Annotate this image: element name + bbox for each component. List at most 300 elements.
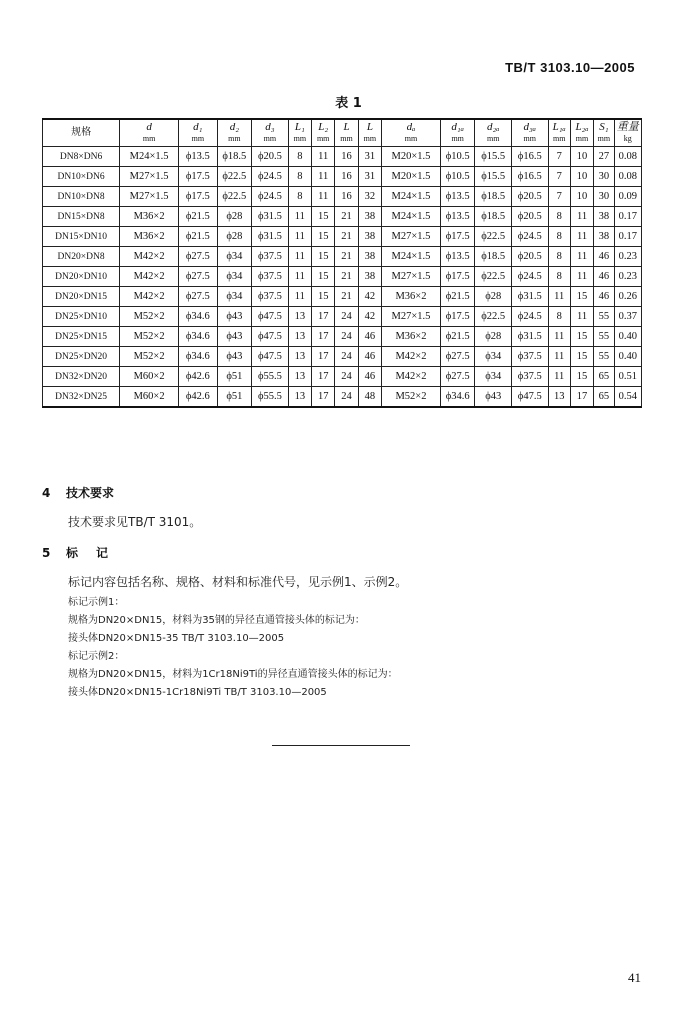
table-row [43, 367, 642, 387]
table-cell: ϕ20.5 [511, 207, 548, 227]
table-cell: 17 [312, 327, 335, 347]
table-cell: ϕ18.5 [475, 207, 512, 227]
table-cell: ϕ55.5 [252, 367, 289, 387]
table-cell: ϕ22.5 [475, 267, 512, 287]
table-cell: 11 [570, 227, 593, 247]
table-cell: 8 [548, 207, 570, 227]
column-unit: mm [363, 134, 377, 143]
table-cell: ϕ13.5 [179, 147, 218, 167]
table-cell: ϕ13.5 [440, 247, 475, 267]
table-cell: 24 [335, 307, 358, 327]
column-unit: mm [552, 134, 566, 143]
table-cell: 8 [548, 307, 570, 327]
table-row [43, 387, 642, 408]
table-cell: ϕ17.5 [440, 267, 475, 287]
column-unit: mm [316, 134, 330, 143]
table-cell: 11 [312, 187, 335, 207]
column-unit: mm [340, 134, 353, 143]
column-unit: mm [293, 134, 307, 143]
table-cell: ϕ17.5 [440, 227, 475, 247]
table-cell: 0.23 [614, 267, 642, 287]
table-cell: ϕ47.5 [511, 387, 548, 408]
table-cell: ϕ22.5 [475, 227, 512, 247]
table-cell: 0.51 [614, 367, 642, 387]
table-cell: ϕ27.5 [440, 367, 475, 387]
section-4-heading [42, 484, 114, 501]
table-row [43, 267, 642, 287]
table-cell: M24×1.5 [382, 207, 441, 227]
table-cell: M24×1.5 [382, 187, 441, 207]
column-symbol: d₁ₐ [451, 121, 464, 133]
column-symbol: d₃ₐ [523, 121, 537, 133]
column-symbol: dₐ [406, 121, 416, 133]
table-cell: 17 [570, 387, 593, 408]
table-cell: 15 [570, 327, 593, 347]
table-cell: 10 [570, 167, 593, 187]
table-cell: M60×2 [120, 387, 179, 408]
column-unit: mm [404, 134, 418, 143]
table-cell: 11 [288, 227, 311, 247]
example-1-label: 标记示例1： [68, 597, 125, 608]
table-cell: ϕ21.5 [440, 287, 475, 307]
column-header [179, 119, 218, 147]
table-cell: 7 [548, 147, 570, 167]
table-cell: 38 [594, 207, 614, 227]
table-cell: ϕ37.5 [252, 287, 289, 307]
table-cell: 13 [548, 387, 570, 408]
table-cell: ϕ27.5 [179, 247, 218, 267]
column-symbol: L [366, 121, 373, 133]
table-cell: 24 [335, 347, 358, 367]
spec-cell: DN25×DN20 [43, 347, 120, 367]
spec-cell: DN20×DN8 [43, 247, 120, 267]
table-cell: 0.08 [614, 147, 642, 167]
spec-cell: DN10×DN6 [43, 167, 120, 187]
table-cell: 21 [335, 247, 358, 267]
spec-cell: DN20×DN15 [43, 287, 120, 307]
spec-table [42, 118, 642, 408]
column-unit: mm [263, 134, 277, 143]
table-cell: 46 [594, 287, 614, 307]
table-cell: 46 [594, 267, 614, 287]
page-number: 41 [628, 970, 641, 985]
column-header [120, 119, 179, 147]
table-cell: 32 [358, 187, 381, 207]
section-5-title: 标记 [66, 546, 127, 560]
table-cell: 24 [335, 387, 358, 408]
table-cell: ϕ42.6 [179, 387, 218, 408]
table-cell: ϕ18.5 [475, 187, 512, 207]
table-cell: 17 [312, 347, 335, 367]
table-cell: ϕ17.5 [179, 167, 218, 187]
table-cell: 38 [358, 207, 381, 227]
column-header [217, 119, 252, 147]
table-cell: ϕ37.5 [511, 367, 548, 387]
table-cell: ϕ28 [475, 287, 512, 307]
column-header [511, 119, 548, 147]
table-cell: ϕ20.5 [511, 247, 548, 267]
spec-cell: DN20×DN10 [43, 267, 120, 287]
table-cell: 7 [548, 187, 570, 207]
table-cell: 27 [594, 147, 614, 167]
table-header-row [43, 119, 642, 147]
table-cell: ϕ20.5 [252, 147, 289, 167]
column-header [614, 119, 642, 147]
table-cell: ϕ24.5 [511, 307, 548, 327]
example-1-description: 规格为DN20×DN15，材料为35钢的异径直通管接头体的标记为： [68, 615, 365, 626]
table-cell: 16 [335, 187, 358, 207]
table-cell: ϕ17.5 [440, 307, 475, 327]
table-cell: M42×2 [382, 367, 441, 387]
table-cell: ϕ10.5 [440, 147, 475, 167]
table-cell: ϕ21.5 [179, 207, 218, 227]
table-cell: ϕ34.6 [179, 347, 218, 367]
column-unit: mm [486, 134, 500, 143]
table-cell: ϕ55.5 [252, 387, 289, 408]
table-cell: 31 [358, 167, 381, 187]
table-cell: 46 [358, 347, 381, 367]
spec-cell: DN15×DN10 [43, 227, 120, 247]
table-cell: M20×1.5 [382, 167, 441, 187]
spec-cell: DN15×DN8 [43, 207, 120, 227]
table-row [43, 307, 642, 327]
table-cell: M42×2 [120, 267, 179, 287]
table-cell: ϕ13.5 [440, 187, 475, 207]
table-cell: 55 [594, 307, 614, 327]
table-cell: ϕ22.5 [217, 187, 252, 207]
column-symbol: L₂ₐ [575, 121, 589, 133]
table-cell: M27×1.5 [120, 167, 179, 187]
table-cell: ϕ13.5 [440, 207, 475, 227]
column-symbol: d₁ [193, 121, 203, 133]
table-cell: ϕ31.5 [252, 207, 289, 227]
table-cell: 0.08 [614, 167, 642, 187]
section-4-title: 技术要求 [66, 486, 115, 500]
table-cell: 7 [548, 167, 570, 187]
table-cell: 13 [288, 327, 311, 347]
table-cell: ϕ34.6 [440, 387, 475, 408]
table-cell: 11 [570, 207, 593, 227]
table-cell: 8 [548, 267, 570, 287]
table-cell: 0.37 [614, 307, 642, 327]
table-cell: ϕ28 [217, 227, 252, 247]
table-cell: 8 [548, 247, 570, 267]
table-cell: 11 [288, 287, 311, 307]
spec-cell: DN32×DN25 [43, 387, 120, 408]
table-cell: ϕ31.5 [511, 287, 548, 307]
table-cell: ϕ24.5 [511, 267, 548, 287]
table-cell: 17 [312, 307, 335, 327]
spec-cell: DN32×DN20 [43, 367, 120, 387]
table-cell: 38 [358, 227, 381, 247]
table-cell: M36×2 [120, 207, 179, 227]
table-cell: 15 [570, 287, 593, 307]
table-cell: M24×1.5 [382, 247, 441, 267]
column-header [288, 119, 311, 147]
table-cell: 38 [594, 227, 614, 247]
table-cell: 0.40 [614, 347, 642, 367]
table-row [43, 327, 642, 347]
column-header [335, 119, 358, 147]
column-unit: mm [228, 134, 241, 143]
table-cell: 15 [570, 367, 593, 387]
table-cell: ϕ27.5 [179, 267, 218, 287]
table-cell: ϕ31.5 [511, 327, 548, 347]
table-cell: ϕ43 [217, 347, 252, 367]
table-cell: M27×1.5 [382, 267, 441, 287]
table-cell: M27×1.5 [120, 187, 179, 207]
table-cell: ϕ15.5 [475, 167, 512, 187]
table-cell: 13 [288, 347, 311, 367]
standard-code: TB/T 3103.10—2005 [505, 60, 635, 75]
table-cell: 46 [594, 247, 614, 267]
table-cell: 0.17 [614, 227, 642, 247]
table-cell: ϕ42.6 [179, 367, 218, 387]
table-cell: 8 [288, 187, 311, 207]
column-header [594, 119, 614, 147]
table-cell: ϕ47.5 [252, 347, 289, 367]
table-cell: ϕ24.5 [252, 187, 289, 207]
column-symbol: L₁ₐ [552, 121, 566, 133]
table-cell: ϕ43 [217, 307, 252, 327]
table-cell: 21 [335, 227, 358, 247]
table-cell: 21 [335, 267, 358, 287]
table-cell: 11 [570, 267, 593, 287]
table-row [43, 347, 642, 367]
table-cell: 11 [288, 247, 311, 267]
table-cell: ϕ21.5 [440, 327, 475, 347]
table-cell: ϕ51 [217, 367, 252, 387]
table-cell: ϕ31.5 [252, 227, 289, 247]
table-cell: M27×1.5 [382, 307, 441, 327]
table-cell: 8 [548, 227, 570, 247]
column-header [475, 119, 512, 147]
table-cell: 11 [312, 167, 335, 187]
table-cell: ϕ34 [217, 247, 252, 267]
column-header [570, 119, 593, 147]
table-cell: 16 [335, 147, 358, 167]
table-title: 表 1 [335, 96, 362, 111]
table-cell: 65 [594, 387, 614, 408]
table-cell: 16 [335, 167, 358, 187]
table-cell: ϕ47.5 [252, 307, 289, 327]
column-symbol: d₃ [265, 121, 275, 133]
table-cell: 42 [358, 287, 381, 307]
column-unit: mm [451, 134, 464, 143]
table-cell: 15 [312, 227, 335, 247]
table-cell: 55 [594, 347, 614, 367]
table-cell: ϕ22.5 [475, 307, 512, 327]
column-symbol: L₂ [318, 121, 329, 133]
section-5-intro: 标记内容包括名称、规格、材料和标准代号，见示例1、示例2。 [68, 575, 408, 589]
table-cell: M52×2 [120, 347, 179, 367]
table-cell: ϕ18.5 [475, 247, 512, 267]
table-row [43, 227, 642, 247]
table-cell: ϕ16.5 [511, 167, 548, 187]
table-cell: 17 [312, 367, 335, 387]
table-cell: M24×1.5 [120, 147, 179, 167]
section-4-number: 4 [42, 486, 51, 500]
table-cell: 11 [548, 367, 570, 387]
table-row [43, 167, 642, 187]
table-cell: 42 [358, 307, 381, 327]
table-cell: 0.54 [614, 387, 642, 408]
column-header [382, 119, 441, 147]
table-cell: ϕ15.5 [475, 147, 512, 167]
table-row [43, 207, 642, 227]
table-cell: 24 [335, 367, 358, 387]
column-header: 规格 [43, 119, 120, 147]
table-cell: 0.17 [614, 207, 642, 227]
table-cell: M52×2 [382, 387, 441, 408]
table-cell: 11 [548, 347, 570, 367]
table-cell: 11 [548, 287, 570, 307]
table-cell: ϕ22.5 [217, 167, 252, 187]
table-cell: 8 [288, 147, 311, 167]
table-cell: 30 [594, 167, 614, 187]
table-row [43, 187, 642, 207]
column-unit: mm [191, 134, 205, 143]
table-cell: 10 [570, 147, 593, 167]
table-cell: M60×2 [120, 367, 179, 387]
spec-cell: DN25×DN15 [43, 327, 120, 347]
table-cell: M36×2 [120, 227, 179, 247]
table-cell: ϕ27.5 [179, 287, 218, 307]
table-cell: 46 [358, 327, 381, 347]
table-cell: 15 [312, 247, 335, 267]
table-cell: 46 [358, 367, 381, 387]
table-cell: ϕ28 [475, 327, 512, 347]
table-cell: ϕ24.5 [252, 167, 289, 187]
column-unit: mm [597, 134, 611, 143]
table-cell: ϕ34.6 [179, 307, 218, 327]
column-header [440, 119, 475, 147]
table-cell: M27×1.5 [382, 227, 441, 247]
end-rule [272, 745, 410, 746]
table-cell: 11 [570, 307, 593, 327]
table-cell: 10 [570, 187, 593, 207]
table-cell: ϕ16.5 [511, 147, 548, 167]
table-cell: 65 [594, 367, 614, 387]
table-cell: 13 [288, 387, 311, 408]
table-cell: 55 [594, 327, 614, 347]
table-cell: 11 [288, 207, 311, 227]
table-cell: M36×2 [382, 327, 441, 347]
example-2-label: 标记示例2： [68, 651, 125, 662]
table-cell: M52×2 [120, 307, 179, 327]
table-cell: 11 [312, 147, 335, 167]
section-4-text: 技术要求见TB/T 3101。 [68, 515, 202, 529]
column-header [548, 119, 570, 147]
table-cell: 38 [358, 267, 381, 287]
table-cell: 13 [288, 307, 311, 327]
column-unit: mm [142, 134, 156, 143]
table-cell: ϕ34 [475, 347, 512, 367]
column-header [252, 119, 289, 147]
example-1-mark: 接头体DN20×DN15-35 TB/T 3103.10—2005 [68, 633, 285, 644]
table-cell: 31 [358, 147, 381, 167]
spec-cell: DN10×DN8 [43, 187, 120, 207]
table-cell: ϕ51 [217, 387, 252, 408]
table-cell: ϕ43 [475, 387, 512, 408]
table-cell: M52×2 [120, 327, 179, 347]
table-cell: ϕ37.5 [252, 267, 289, 287]
column-header [358, 119, 381, 147]
table-cell: 30 [594, 187, 614, 207]
column-symbol: S₁ [599, 121, 609, 133]
column-symbol: L₁ [294, 121, 305, 133]
section-5-heading [42, 544, 126, 561]
table-cell: 21 [335, 207, 358, 227]
table-cell: M42×2 [120, 247, 179, 267]
column-symbol: 重量 [616, 121, 639, 133]
table-cell: ϕ43 [217, 327, 252, 347]
table-cell: 11 [288, 267, 311, 287]
column-symbol: L [343, 121, 350, 133]
column-unit: mm [575, 134, 589, 143]
table-cell: ϕ34 [217, 267, 252, 287]
table-cell: 13 [288, 367, 311, 387]
table-cell: M42×2 [382, 347, 441, 367]
table-cell: ϕ28 [217, 207, 252, 227]
table-cell: ϕ37.5 [252, 247, 289, 267]
column-unit: mm [523, 134, 536, 143]
table-cell: 38 [358, 247, 381, 267]
table-cell: ϕ37.5 [511, 347, 548, 367]
example-2-description: 规格为DN20×DN15，材料为1Cr18Ni9Ti的异径直通管接头体的标记为： [68, 669, 398, 680]
table-cell: ϕ18.5 [217, 147, 252, 167]
table-cell: 48 [358, 387, 381, 408]
table-cell: 15 [312, 267, 335, 287]
column-unit: kg [623, 134, 632, 143]
spec-cell: DN8×DN6 [43, 147, 120, 167]
table-cell: 21 [335, 287, 358, 307]
table-cell: M20×1.5 [382, 147, 441, 167]
column-symbol: d [146, 121, 152, 133]
section-5-number: 5 [42, 546, 51, 560]
table-cell: M36×2 [382, 287, 441, 307]
table-cell: 15 [312, 287, 335, 307]
table-row [43, 147, 642, 167]
table-cell: ϕ34 [217, 287, 252, 307]
table-cell: 0.26 [614, 287, 642, 307]
table-cell: ϕ24.5 [511, 227, 548, 247]
table-cell: 0.09 [614, 187, 642, 207]
table-cell: 15 [312, 207, 335, 227]
table-cell: 15 [570, 347, 593, 367]
table-cell: ϕ10.5 [440, 167, 475, 187]
table-cell: 8 [288, 167, 311, 187]
column-header [312, 119, 335, 147]
table-cell: ϕ17.5 [179, 187, 218, 207]
spec-cell: DN25×DN10 [43, 307, 120, 327]
table-cell: 17 [312, 387, 335, 408]
table-row [43, 287, 642, 307]
table-cell: ϕ34 [475, 367, 512, 387]
table-cell: 11 [570, 247, 593, 267]
table-cell: ϕ20.5 [511, 187, 548, 207]
table-row [43, 247, 642, 267]
table-cell: ϕ21.5 [179, 227, 218, 247]
table-cell: ϕ47.5 [252, 327, 289, 347]
table-cell: ϕ34.6 [179, 327, 218, 347]
column-symbol: d₂ [229, 121, 240, 133]
table-cell: 0.40 [614, 327, 642, 347]
example-2-mark: 接头体DN20×DN15-1Cr18Ni9Ti TB/T 3103.10—2005 [68, 687, 327, 698]
table-cell: ϕ27.5 [440, 347, 475, 367]
column-symbol: d₂ₐ [486, 121, 500, 133]
table-cell: 0.23 [614, 247, 642, 267]
